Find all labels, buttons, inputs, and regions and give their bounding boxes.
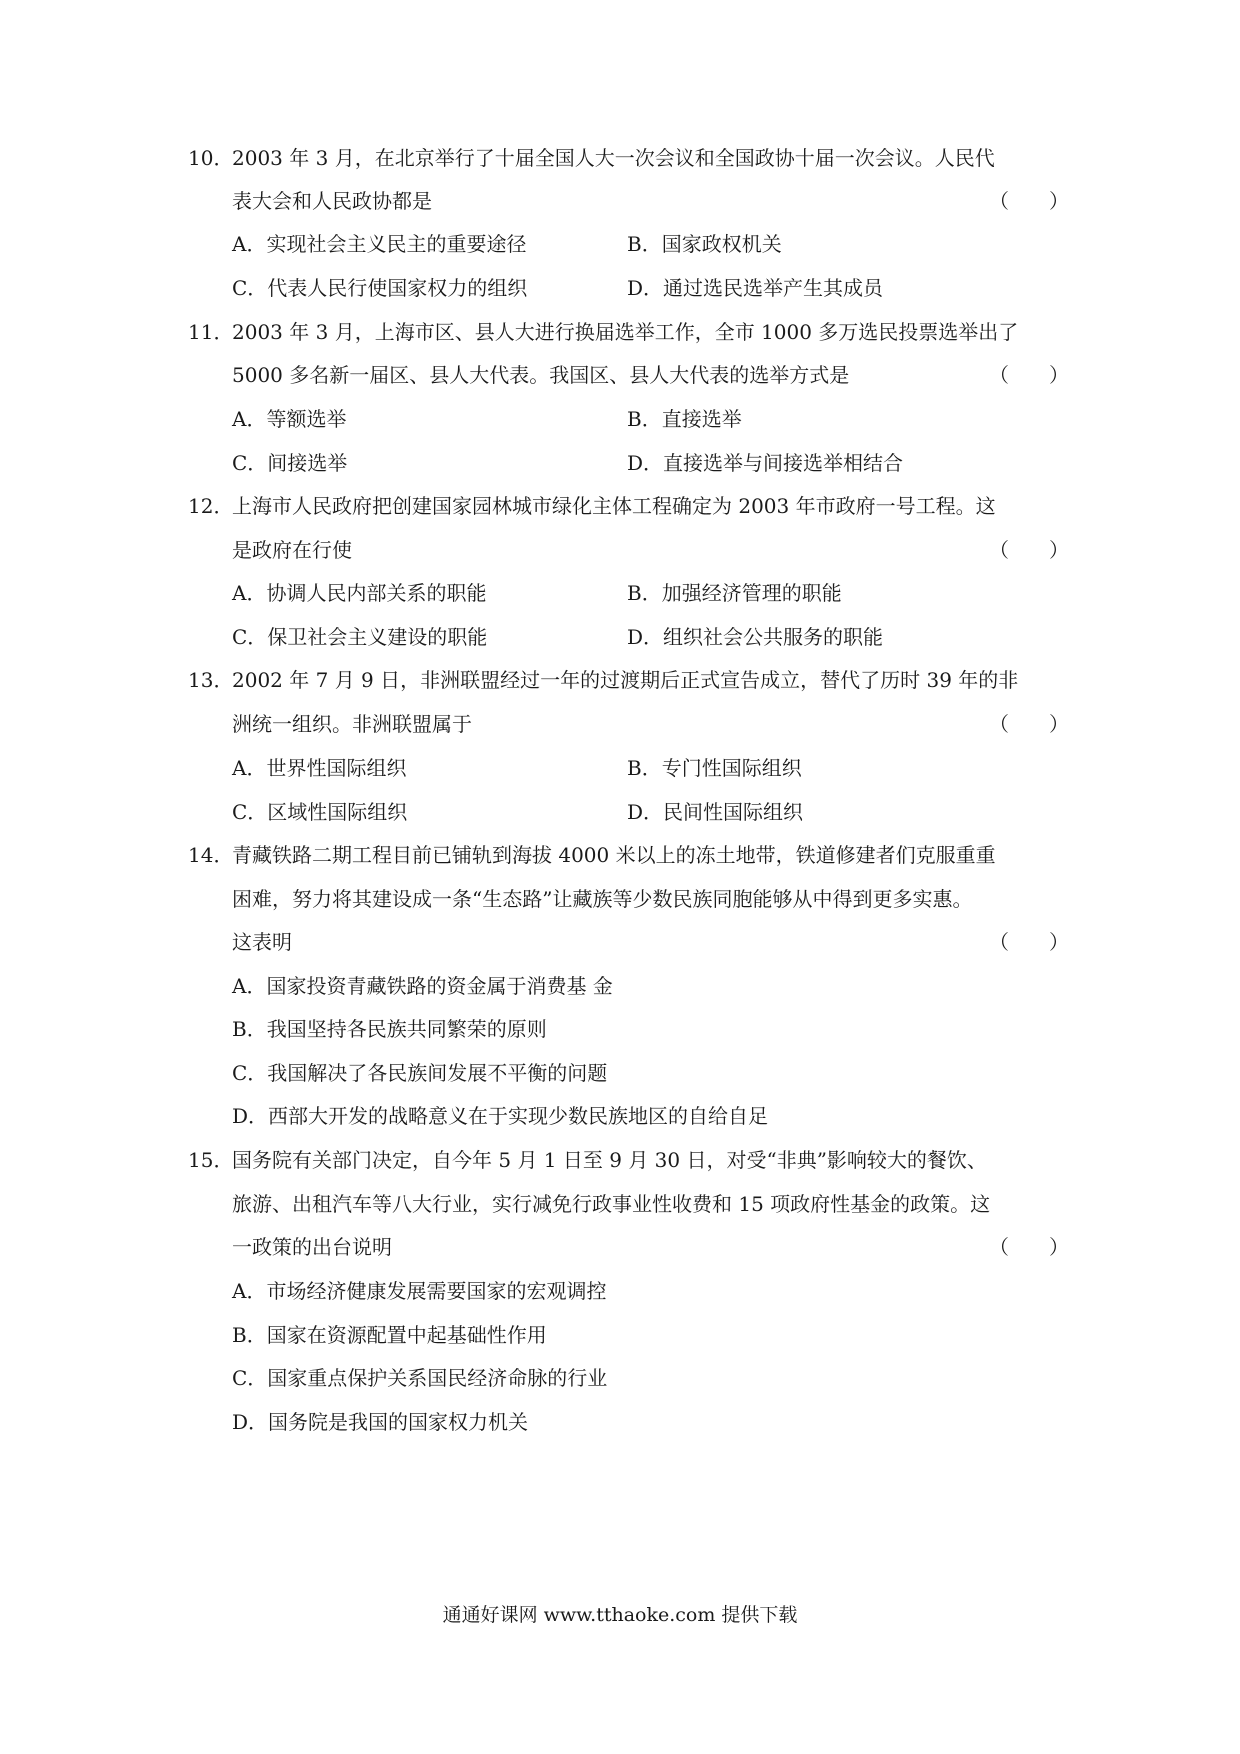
option-a: A．等额选举	[232, 407, 347, 431]
option-c: C．代表人民行使国家权力的组织	[232, 276, 528, 300]
answer-blank: （ ）	[989, 363, 1069, 387]
option-c: C．间接选举	[232, 451, 348, 475]
option-a: A．世界性国际组织	[232, 756, 407, 780]
option-a: A．市场经济健康发展需要国家的宏观调控	[232, 1279, 607, 1303]
option-c: C．我国解决了各民族间发展不平衡的问题	[232, 1061, 608, 1085]
question-text: 这表明	[232, 930, 292, 954]
question-number: 14．	[188, 843, 234, 867]
option-a: A．国家投资青藏铁路的资金属于消费基 金	[232, 974, 613, 998]
option-b: B．加强经济管理的职能	[627, 581, 842, 605]
question-text: 青藏铁路二期工程目前已铺轨到海拔 4000 米以上的冻土地带，铁道修建者们克服重重	[232, 843, 996, 867]
option-a: A．实现社会主义民主的重要途径	[232, 232, 527, 256]
option-c: C．区域性国际组织	[232, 800, 408, 824]
option-a: A．协调人民内部关系的职能	[232, 581, 487, 605]
question-number: 10．	[188, 146, 234, 170]
question-text: 一政策的出台说明	[232, 1235, 392, 1259]
question-number: 11．	[188, 320, 234, 344]
option-b: B．专门性国际组织	[627, 756, 802, 780]
option-d: D．民间性国际组织	[627, 800, 804, 824]
option-c: C．国家重点保护关系国民经济命脉的行业	[232, 1366, 608, 1390]
question-text: 上海市人民政府把创建国家园林城市绿化主体工程确定为 2003 年市政府一号工程。这	[232, 494, 996, 518]
option-d: D．国务院是我国的国家权力机关	[232, 1410, 529, 1434]
answer-blank: （ ）	[989, 189, 1069, 213]
question-text: 5000 多名新一届区、县人大代表。我国区、县人大代表的选举方式是	[232, 363, 850, 387]
option-c: C．保卫社会主义建设的职能	[232, 625, 488, 649]
option-d: D．通过选民选举产生其成员	[627, 276, 884, 300]
answer-blank: （ ）	[989, 1235, 1069, 1259]
question-text: 困难，努力将其建设成一条“生态路”让藏族等少数民族同胞能够从中得到更多实惠。	[232, 887, 973, 911]
question-text: 旅游、出租汽车等八大行业，实行减免行政事业性收费和 15 项政府性基金的政策。这	[232, 1192, 991, 1216]
question-text: 2002 年 7 月 9 日，非洲联盟经过一年的过渡期后正式宣告成立，替代了历时 39 年的非	[232, 668, 1019, 692]
question-text: 是政府在行使	[232, 538, 352, 562]
question-text: 2003 年 3 月，上海市区、县人大进行换届选举工作，全市 1000 多万选民投票选举出了	[232, 320, 1019, 344]
option-d: D．组织社会公共服务的职能	[627, 625, 884, 649]
question-number: 13．	[188, 668, 234, 692]
question-number: 15．	[188, 1148, 234, 1172]
option-d: D．直接选举与间接选举相结合	[627, 451, 904, 475]
answer-blank: （ ）	[989, 712, 1069, 736]
question-text: 洲统一组织。非洲联盟属于	[232, 712, 472, 736]
question-number: 12．	[188, 494, 234, 518]
option-b: B．我国坚持各民族共同繁荣的原则	[232, 1017, 547, 1041]
option-b: B．直接选举	[627, 407, 742, 431]
answer-blank: （ ）	[989, 930, 1069, 954]
question-text: 2003 年 3 月，在北京举行了十届全国人大一次会议和全国政协十届一次会议。人民代	[232, 146, 995, 170]
option-b: B．国家政权机关	[627, 232, 782, 256]
answer-blank: （ ）	[989, 538, 1069, 562]
option-b: B．国家在资源配置中起基础性作用	[232, 1323, 547, 1347]
question-text: 表大会和人民政协都是	[232, 189, 432, 213]
question-text: 国务院有关部门决定，自今年 5 月 1 日至 9 月 30 日，对受“非典”影响较大的餐饮、	[232, 1148, 987, 1172]
footer-credit: 通通好课网 www.tthaoke.com 提供下载	[442, 1604, 798, 1626]
option-d: D．西部大开发的战略意义在于实现少数民族地区的自给自足	[232, 1104, 769, 1128]
